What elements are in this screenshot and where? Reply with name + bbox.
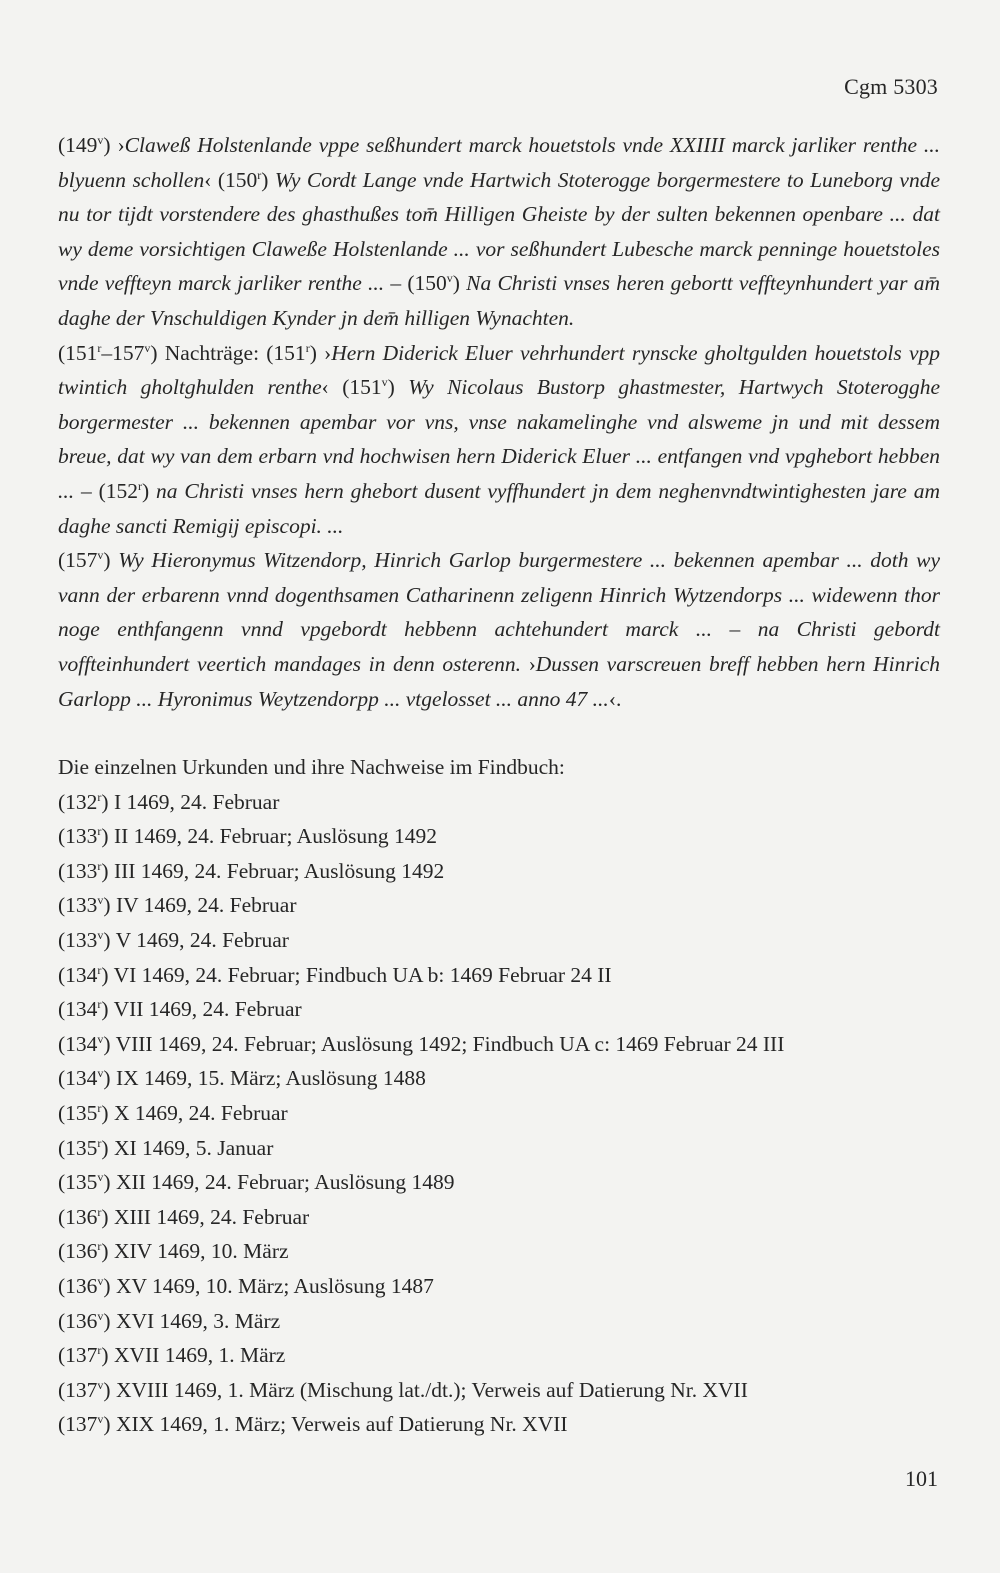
folio-side-sup: v bbox=[97, 1274, 104, 1288]
folio-number: 132 bbox=[65, 789, 98, 814]
list-intro: Die einzelnen Urkunden und ihre Nachweise im Findbuch: bbox=[58, 755, 565, 780]
entry-paragraph bbox=[58, 336, 940, 544]
folio-number: 136 bbox=[65, 1274, 98, 1298]
charter-description: ) VI 1469, 24. Februar; Findbuch UA b: 1469 Februar 24 II bbox=[101, 962, 612, 987]
folio-number: 134 bbox=[65, 1031, 98, 1056]
charter-list-item bbox=[58, 1373, 940, 1408]
folio-side-sup: r bbox=[305, 340, 310, 355]
charter-list-item bbox=[58, 854, 940, 889]
folio-number: 133 bbox=[65, 893, 98, 918]
plain-text: – (150 bbox=[384, 271, 447, 296]
folio-side-sup: v bbox=[97, 1066, 104, 1081]
charter-list-item bbox=[58, 1027, 940, 1062]
paren-open: ( bbox=[58, 1066, 66, 1091]
plain-text: ) › bbox=[103, 133, 125, 157]
charter-list-item bbox=[58, 1096, 940, 1131]
charter-list-item bbox=[58, 1234, 940, 1269]
charter-list-item bbox=[58, 819, 940, 854]
folio-number: 135 bbox=[65, 1101, 98, 1126]
folio-side-sup: v bbox=[97, 893, 104, 908]
folio-number: 135 bbox=[65, 1135, 98, 1160]
folio-side-sup: r bbox=[138, 478, 142, 493]
charter-list-item bbox=[58, 1304, 940, 1339]
folio-number: 137 bbox=[65, 1412, 98, 1437]
paren-open: ( bbox=[58, 997, 66, 1022]
quoted-text: Dussen varscreuen breff hebben hern Hinrich Garlopp ... Hyronimus Weytzendorpp ... vtgelosset ... anno 47 ... bbox=[58, 651, 941, 711]
entry-paragraph bbox=[58, 128, 940, 336]
charter-description: ) I 1469, 24. Februar bbox=[101, 789, 280, 814]
plain-text: – (152 bbox=[74, 478, 138, 503]
folio-number: 136 bbox=[65, 1204, 98, 1229]
folio-number: 133 bbox=[65, 858, 98, 883]
folio-side-sup: v bbox=[97, 133, 104, 147]
entry-paragraph bbox=[58, 543, 940, 716]
charter-list-item bbox=[58, 785, 940, 820]
folio-side-sup: r bbox=[97, 997, 102, 1012]
paren-open: ( bbox=[58, 1204, 66, 1229]
plain-text: ‹. bbox=[608, 686, 622, 711]
charter-description: ) XIX 1469, 1. März; Verweis auf Datierung Nr. XVII bbox=[103, 1412, 568, 1437]
charter-description: ) XVIII 1469, 1. März (Mischung lat./dt.); Verweis auf Datierung Nr. XVII bbox=[103, 1377, 748, 1402]
quoted-text: Wy Hieronymus Witzendorp, Hinrich Garlop burgermestere ... bekennen apembar ... doth wy vann der erbarenn vnnd dogenthsamen Catharinenn zeligenn Hinrich Wytzendorps ... widewenn thor noge enthfangenn vnnd vpgebordt hebbenn achtehundert marck ... bbox=[58, 548, 940, 642]
folio-side-sup: r bbox=[257, 167, 262, 182]
folio-side-sup: v bbox=[97, 1308, 104, 1323]
paren-open: ( bbox=[58, 824, 66, 849]
plain-text: ) bbox=[142, 478, 157, 503]
folio-number: 134 bbox=[65, 997, 98, 1022]
charter-list-item bbox=[58, 1131, 940, 1166]
paren-open: ( bbox=[58, 1412, 66, 1437]
folio-side-sup: v bbox=[97, 1377, 104, 1392]
plain-text: ) bbox=[261, 167, 275, 192]
paren-open: ( bbox=[58, 1239, 66, 1264]
folio-side-sup: r bbox=[97, 789, 102, 804]
folio-side-sup: r bbox=[97, 1343, 102, 1358]
folio-side-sup: r bbox=[97, 1101, 102, 1116]
charter-description: ) VII 1469, 24. Februar bbox=[101, 997, 302, 1022]
charter-description: ) II 1469, 24. Februar; Auslösung 1492 bbox=[101, 824, 438, 849]
quoted-text: Wy Cordt Lange vnde Hartwich Stoterogge borgermestere to Luneborg vnde nu tor tijdt vorstendere des ghasthußes tom̄ Hilligen Gheiste by der sulten bekennen openbare ... dat wy deme vorsichtigen Claweße Holstenlande ... vor seßhundert Lubesche marck penninge houetstoles vnde veffteyn marck jarliker renthe ... bbox=[58, 167, 940, 296]
plain-text: ) Nachträge: (151 bbox=[150, 340, 306, 365]
paren-open: ( bbox=[58, 962, 66, 987]
quoted-text: Wy Nicolaus Bustorp ghastmester, Hartwych Stoterogghe borgermester ... bekennen apembar vor vns, vnse nakamelinghe vnd alsweme jn und mit dessem breue, dat wy van dem erbarn vnd hochwisen hern Diderick Eluer ... entfangen vnd vpghebort hebben ... bbox=[58, 375, 940, 503]
folio-side-sup: v bbox=[97, 1031, 104, 1046]
charter-description: ) XVII 1469, 1. März bbox=[101, 1343, 286, 1368]
folio-number: 135 bbox=[65, 1170, 98, 1195]
charter-list-item bbox=[58, 992, 940, 1027]
plain-text: ) bbox=[452, 271, 467, 296]
paren-open: ( bbox=[58, 1308, 66, 1333]
paren-open: ( bbox=[58, 1274, 66, 1298]
folio-side-sup: r bbox=[97, 1239, 102, 1254]
plain-text: ‹ (151 bbox=[321, 375, 382, 400]
charter-description: ) XV 1469, 10. März; Auslösung 1487 bbox=[103, 1274, 434, 1298]
folio-number: 137 bbox=[65, 1377, 98, 1402]
folio-number: 136 bbox=[65, 1308, 98, 1333]
paren-open: ( bbox=[58, 1170, 66, 1195]
paren-open: ( bbox=[58, 928, 66, 953]
plain-text: (149 bbox=[58, 133, 98, 157]
plain-text: ) › bbox=[309, 340, 332, 365]
charter-description: ) V 1469, 24. Februar bbox=[103, 928, 289, 953]
plain-text: ‹ (150 bbox=[204, 167, 258, 192]
charter-list bbox=[58, 785, 940, 1442]
paren-open: ( bbox=[58, 1343, 66, 1368]
charter-list-item bbox=[58, 1165, 940, 1200]
folio-side-sup: r bbox=[97, 824, 102, 839]
charter-list-item bbox=[58, 1407, 940, 1442]
plain-text: –157 bbox=[101, 340, 145, 365]
folio-side-sup: v bbox=[97, 928, 104, 943]
folio-side-sup: v bbox=[381, 375, 388, 390]
plain-text: ) bbox=[103, 548, 119, 573]
folio-side-sup: r bbox=[97, 858, 102, 873]
charter-description: ) IX 1469, 15. März; Auslösung 1488 bbox=[103, 1066, 426, 1091]
charter-list-item bbox=[58, 1061, 940, 1096]
folio-side-sup: v bbox=[97, 1170, 104, 1185]
charter-list-item bbox=[58, 1338, 940, 1373]
folio-side-sup: v bbox=[97, 548, 104, 563]
plain-text: ) bbox=[387, 375, 409, 400]
charter-list-item bbox=[58, 1200, 940, 1235]
folio-number: 134 bbox=[65, 962, 98, 987]
quoted-text: Hern Diderick Eluer vehrhundert rynscke gholtgulden houetstols vpp twintich gholtghulden renthe bbox=[58, 340, 941, 400]
charter-description: ) XIII 1469, 24. Februar bbox=[101, 1204, 310, 1229]
plain-text: – bbox=[711, 617, 758, 642]
plain-text: (151 bbox=[58, 340, 98, 365]
folio-number: 134 bbox=[65, 1066, 98, 1091]
plain-text: › bbox=[520, 651, 536, 676]
paren-open: ( bbox=[58, 1135, 66, 1160]
quoted-text: na Christi vnses hern ghebort dusent vyffhundert jn dem neghenvndtwintighesten jare am daghe sancti Remigij episcopi. ... bbox=[58, 478, 940, 538]
folio-side-sup: r bbox=[97, 1135, 102, 1150]
plain-text: (157 bbox=[58, 548, 98, 573]
charter-description: ) VIII 1469, 24. Februar; Auslösung 1492; Findbuch UA c: 1469 Februar 24 III bbox=[103, 1031, 785, 1056]
running-head: Cgm 5303 bbox=[844, 74, 938, 99]
folio-side-sup: r bbox=[97, 1204, 102, 1219]
folio-number: 133 bbox=[65, 928, 98, 953]
charter-list-item bbox=[58, 888, 940, 923]
charter-description: ) III 1469, 24. Februar; Auslösung 1492 bbox=[101, 858, 445, 883]
body-text bbox=[58, 128, 940, 1442]
folio-side-sup: v bbox=[144, 340, 151, 355]
folio-number: 137 bbox=[65, 1343, 98, 1368]
folio-number: 133 bbox=[65, 824, 98, 849]
charter-description: ) IV 1469, 24. Februar bbox=[103, 893, 297, 918]
folio-side-sup: r bbox=[97, 962, 102, 977]
quoted-text: na Christi gebordt voffteinhundert veertich mandages in denn osterenn. bbox=[58, 617, 940, 676]
folio-side-sup: v bbox=[97, 1412, 104, 1427]
charter-description: ) XII 1469, 24. Februar; Auslösung 1489 bbox=[103, 1170, 455, 1195]
paren-open: ( bbox=[58, 1377, 66, 1402]
paren-open: ( bbox=[58, 1031, 66, 1056]
quoted-text: Claweß Holstenlande vppe seßhundert marck houetstols vnde XXIIII marck jarliker renthe ... blyuenn schollen bbox=[58, 133, 940, 192]
charter-description: ) X 1469, 24. Februar bbox=[101, 1101, 288, 1126]
paren-open: ( bbox=[58, 858, 66, 883]
quoted-text: Na Christi vnses heren gebortt veffteynhundert yar am̄ daghe der Vnschuldigen Kynder jn dem̄ hilligen Wynachten. bbox=[58, 271, 940, 330]
charter-description: ) XI 1469, 5. Januar bbox=[101, 1135, 274, 1160]
charter-description: ) XVI 1469, 3. März bbox=[103, 1308, 281, 1333]
charter-list-item bbox=[58, 958, 940, 993]
paren-open: ( bbox=[58, 1101, 66, 1126]
charter-list-item bbox=[58, 923, 940, 958]
page-number: 101 bbox=[905, 1466, 938, 1491]
paren-open: ( bbox=[58, 789, 66, 814]
paren-open: ( bbox=[58, 893, 66, 918]
charter-description: ) XIV 1469, 10. März bbox=[101, 1239, 289, 1264]
charter-list-item bbox=[58, 1269, 940, 1304]
folio-number: 136 bbox=[65, 1239, 98, 1264]
folio-side-sup: v bbox=[446, 271, 453, 286]
section-gap bbox=[58, 716, 940, 750]
entries-section bbox=[58, 128, 940, 716]
folio-side-sup: r bbox=[97, 340, 102, 355]
